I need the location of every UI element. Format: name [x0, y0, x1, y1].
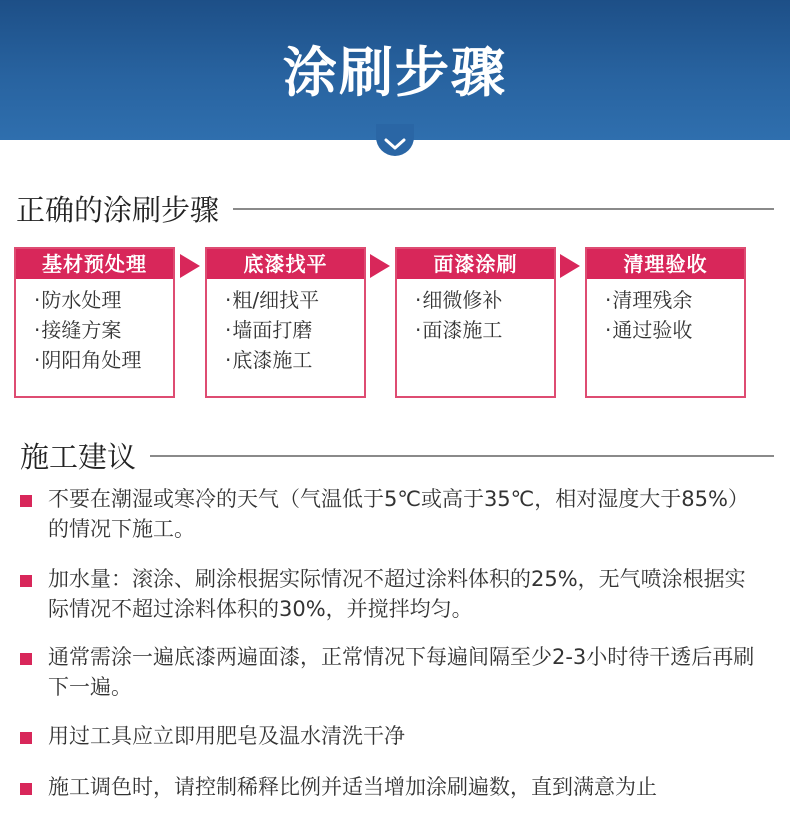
step-title: 基材预处理 [16, 249, 173, 279]
arrow-right-icon [370, 254, 390, 278]
tip-text: 加水量：滚涂、刷涂根据实际情况不超过涂料体积的25%，无气喷涂根据实际情况不超过涂料体积的30%，并搅拌均匀。 [48, 567, 746, 621]
chevron-down-icon [384, 138, 406, 150]
step-item: · 底漆施工 [225, 345, 364, 375]
step-title: 面漆涂刷 [397, 249, 554, 279]
square-bullet-icon [20, 495, 32, 507]
arrow-right-icon [560, 254, 580, 278]
square-bullet-icon [20, 653, 32, 665]
square-bullet-icon [20, 732, 32, 744]
step-item: · 接缝方案 [34, 315, 173, 345]
step-card-cleanup [585, 247, 746, 398]
arrow-right-icon [180, 254, 200, 278]
list-item [20, 564, 760, 624]
step-item: · 墙面打磨 [225, 315, 364, 345]
step-card-topcoat [395, 247, 556, 398]
step-item: · 阴阳角处理 [34, 345, 173, 375]
steps-flow [14, 247, 774, 399]
step-card-substrate [14, 247, 175, 398]
divider-line [233, 208, 774, 210]
step-item: · 粗/细找平 [225, 285, 364, 315]
step-title: 底漆找平 [207, 249, 364, 279]
steps-section-title: 正确的涂刷步骤 [16, 193, 220, 227]
divider-line [150, 455, 774, 457]
square-bullet-icon [20, 575, 32, 587]
step-item: · 清理残余 [605, 285, 744, 315]
list-item [20, 484, 760, 544]
step-card-primer [205, 247, 366, 398]
step-item: · 通过验收 [605, 315, 744, 345]
step-item-list [16, 279, 173, 375]
square-bullet-icon [20, 783, 32, 795]
page-title: 涂刷步骤 [283, 40, 507, 104]
tip-text: 不要在潮湿或寒冷的天气（气温低于5℃或高于35℃，相对湿度大于85%）的情况下施工。 [48, 487, 749, 541]
step-item: · 防水处理 [34, 285, 173, 315]
step-item-list [207, 279, 364, 375]
list-item [20, 721, 760, 751]
list-item [20, 772, 760, 802]
steps-section-heading [16, 188, 774, 229]
tip-text: 通常需涂一遍底漆两遍面漆，正常情况下每遍间隔至少2-3小时待干透后再刷下一遍。 [48, 645, 755, 699]
advice-section-title: 施工建议 [20, 440, 137, 474]
step-item-list [587, 279, 744, 345]
advice-section-heading [20, 435, 774, 476]
step-title: 清理验收 [587, 249, 744, 279]
tip-text: 施工调色时，请控制稀释比例并适当增加涂刷遍数，直到满意为止 [48, 775, 657, 799]
header-banner [0, 0, 790, 140]
step-item: · 面漆施工 [415, 315, 554, 345]
step-item: · 细微修补 [415, 285, 554, 315]
step-item-list [397, 279, 554, 345]
tip-text: 用过工具应立即用肥皂及温水清洗干净 [48, 724, 405, 748]
list-item [20, 642, 760, 702]
scroll-down-badge [376, 124, 414, 156]
